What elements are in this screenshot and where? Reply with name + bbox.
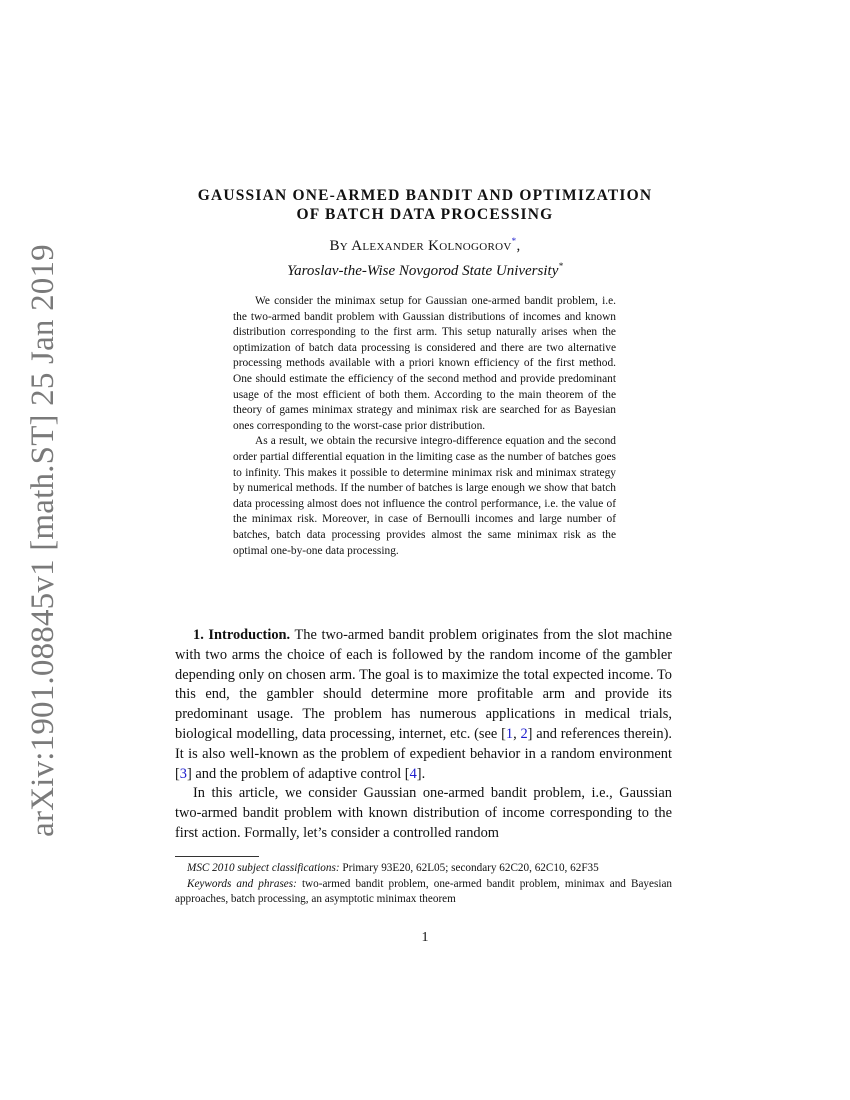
affiliation-mark: * (558, 261, 563, 271)
msc-text: Primary 93E20, 62L05; secondary 62C20, 62C10, 62F35 (339, 862, 599, 874)
introduction-section (175, 626, 672, 844)
intro-paragraph-2: In this article, we consider Gaussian one-armed bandit problem, i.e., Gaussian two-armed bandit problem with known distribution of income corresponding to the first action. Formally, let’s consider a controlled random (175, 785, 672, 841)
msc-footnote (175, 861, 672, 876)
intro-text-c: ] and the problem of adaptive control [ (187, 765, 410, 782)
footnotes (175, 861, 672, 908)
page-number: 1 (421, 930, 429, 945)
title-line-1: GAUSSIAN ONE-ARMED BANDIT AND OPTIMIZATION (197, 187, 653, 204)
arxiv-identifier: arXiv:1901.08845v1 [math.ST] 25 Jan 2019 (24, 243, 61, 837)
footnote-rule (175, 856, 259, 857)
keywords-label: Keywords and phrases: (187, 878, 297, 890)
citation-1[interactable]: 1 (505, 725, 514, 742)
author-line (0, 238, 850, 255)
citation-2[interactable]: 2 (520, 725, 528, 742)
intro-text-b: ] and references therein). It is also well-known as the problem of expedient behavior in a random environment [ (175, 725, 672, 782)
intro-text-a: The two-armed bandit problem originates from the slot machine with two arms the choice of each is followed by the random income of the gambler depending only on chosen arm. The goal is to maximize the total expected income. To this end, the gambler should determine more profitable arm and provide its predominant usage. The problem has numerous applications in medical trials, biological modelling, data processing, internet, etc. (see [ (175, 627, 672, 742)
keywords-footnote (175, 877, 672, 907)
arxiv-stamp (18, 243, 68, 837)
section-heading: 1. Introduction. (193, 627, 291, 643)
abstract (233, 294, 616, 559)
affiliation (0, 263, 850, 280)
msc-label: MSC 2010 subject classifications: (187, 862, 340, 874)
author-comma: , (516, 238, 521, 254)
author-footnote-mark[interactable]: * (511, 236, 517, 246)
affiliation-name: Yaroslav-the-Wise Novgorod State University (287, 263, 559, 279)
intro-text-d: ]. (416, 765, 426, 782)
citation-4[interactable]: 4 (409, 765, 417, 782)
intro-paragraph-1 (175, 626, 672, 784)
abstract-paragraph-2: As a result, we obtain the recursive integro-difference equation and the second order partial differential equation in the limiting case as the number of batches goes to infinity. This makes it possible to determine minimax risk and minimax strategy by numerical methods. If the number of batches is large enough we show that batch data processing almost does not influence the control performance, i.e. the value of the minimax risk. Moreover, in case of Bernoulli incomes and large number of batches, batch data processing provides almost the same minimax risk as the optimal one-by-one data processing. (233, 435, 616, 557)
keywords-text: two-armed bandit problem, one-armed bandit problem, minimax and Bayesian approaches, batch processing, an asymptotic minimax theorem (175, 878, 672, 905)
author-name: By Alexander Kolnogorov (329, 238, 512, 254)
citation-separator: , (513, 725, 521, 742)
paper-title (0, 186, 850, 224)
citation-3[interactable]: 3 (179, 765, 187, 782)
abstract-paragraph-1: We consider the minimax setup for Gaussian one-armed bandit problem, i.e. the two-armed bandit problem with Gaussian distributions of incomes and known distribution corresponding to the first arm. This setup naturally arises when the optimization of batch data processing is considered and there are two alternative processing methods available with a priori known efficiency of the first method. One should estimate the efficiency of the second method and provide predominant usage of the most efficient of both them. According to the main theorem of the theory of games minimax strategy and minimax risk are searched for as Bayesian ones corresponding to the worst-case prior distribution. (233, 295, 616, 432)
title-line-2: OF BATCH DATA PROCESSING (296, 206, 554, 223)
